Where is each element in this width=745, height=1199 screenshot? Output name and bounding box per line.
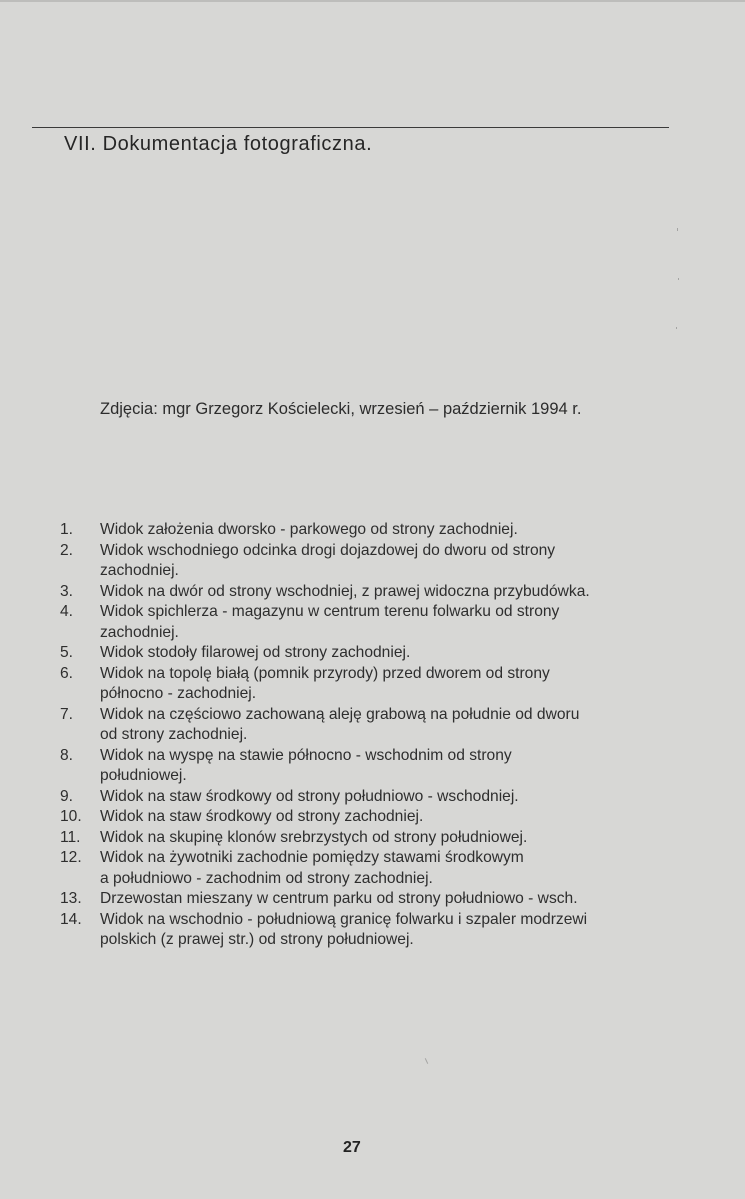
list-item: [60, 643, 680, 664]
item-text: Widok na żywotniki zachodnie pomiędzy stawami środkowym a południowo - zachodnim od strony zachodniej.: [100, 849, 524, 887]
item-number: 9.: [60, 787, 74, 805]
list-item: [60, 602, 680, 643]
item-number: 1.: [60, 521, 74, 538]
list-item: [60, 664, 680, 705]
item-number: 5.: [60, 644, 74, 661]
scan-speck: [678, 278, 679, 280]
item-text: Widok na staw środkowy od strony południowo - wschodniej.: [100, 787, 519, 805]
item-text: Widok założenia dworsko - parkowego od strony zachodniej.: [100, 521, 518, 538]
item-text: Widok wschodniego odcinka drogi dojazdowej do dworu od strony zachodniej.: [100, 541, 556, 579]
photo-credit: Zdjęcia: mgr Grzegorz Kościelecki, wrzesień – październik 1994 r.: [100, 400, 582, 418]
header-rule: [32, 127, 669, 128]
item-text: Widok na częściowo zachowaną aleję grabową na południe od dworu od strony zachodniej.: [100, 705, 580, 743]
list-item: [60, 541, 680, 582]
item-text: Widok na dwór od strony wschodniej, z prawej widoczna przybudówka.: [100, 582, 590, 600]
item-text: Widok stodoły filarowej od strony zachodniej.: [100, 644, 411, 661]
item-number: 6.: [60, 664, 74, 682]
item-text: Widok na wyspę na stawie północno - wschodnim od strony południowej.: [100, 746, 512, 784]
scan-speck: [676, 327, 677, 329]
list-item: [60, 889, 680, 910]
item-number: 14.: [60, 910, 82, 928]
item-text: Widok spichlerza - magazynu w centrum terenu folwarku od strony zachodniej.: [100, 603, 560, 641]
item-number: 3.: [60, 582, 74, 600]
item-text: Widok na topolę białą (pomnik przyrody) przed dworem od strony północno - zachodniej.: [100, 664, 550, 702]
item-number: 4.: [60, 603, 74, 620]
page-number: 27: [343, 1139, 361, 1156]
list-item: [60, 807, 680, 828]
list-item: [60, 705, 680, 746]
item-text: Widok na wschodnio - południową granicę folwarku i szpaler modrzewi polskich (z prawej str.) od strony południowej.: [100, 910, 588, 948]
section-title: VII. Dokumentacja fotograficzna.: [64, 133, 373, 155]
item-number: 13.: [60, 890, 82, 907]
item-number: 10.: [60, 808, 82, 825]
item-text: Widok na skupinę klonów srebrzystych od strony południowej.: [100, 828, 528, 846]
list-item: [60, 787, 680, 808]
item-number: 12.: [60, 849, 82, 866]
list-item: [60, 582, 680, 603]
list-item: [60, 848, 680, 889]
list-item: [60, 828, 680, 849]
item-number: 8.: [60, 746, 74, 764]
item-text: Drzewostan mieszany w centrum parku od strony południowo - wsch.: [100, 890, 578, 907]
scan-speck: [677, 228, 678, 231]
list-item: [60, 520, 680, 541]
item-number: 11.: [60, 828, 81, 846]
list-item: [60, 746, 680, 787]
scan-speck: [425, 1058, 428, 1064]
list-item: [60, 910, 680, 951]
item-number: 2.: [60, 541, 74, 559]
item-number: 7.: [60, 705, 74, 723]
item-text: Widok na staw środkowy od strony zachodniej.: [100, 808, 424, 825]
photo-list: [60, 520, 680, 951]
